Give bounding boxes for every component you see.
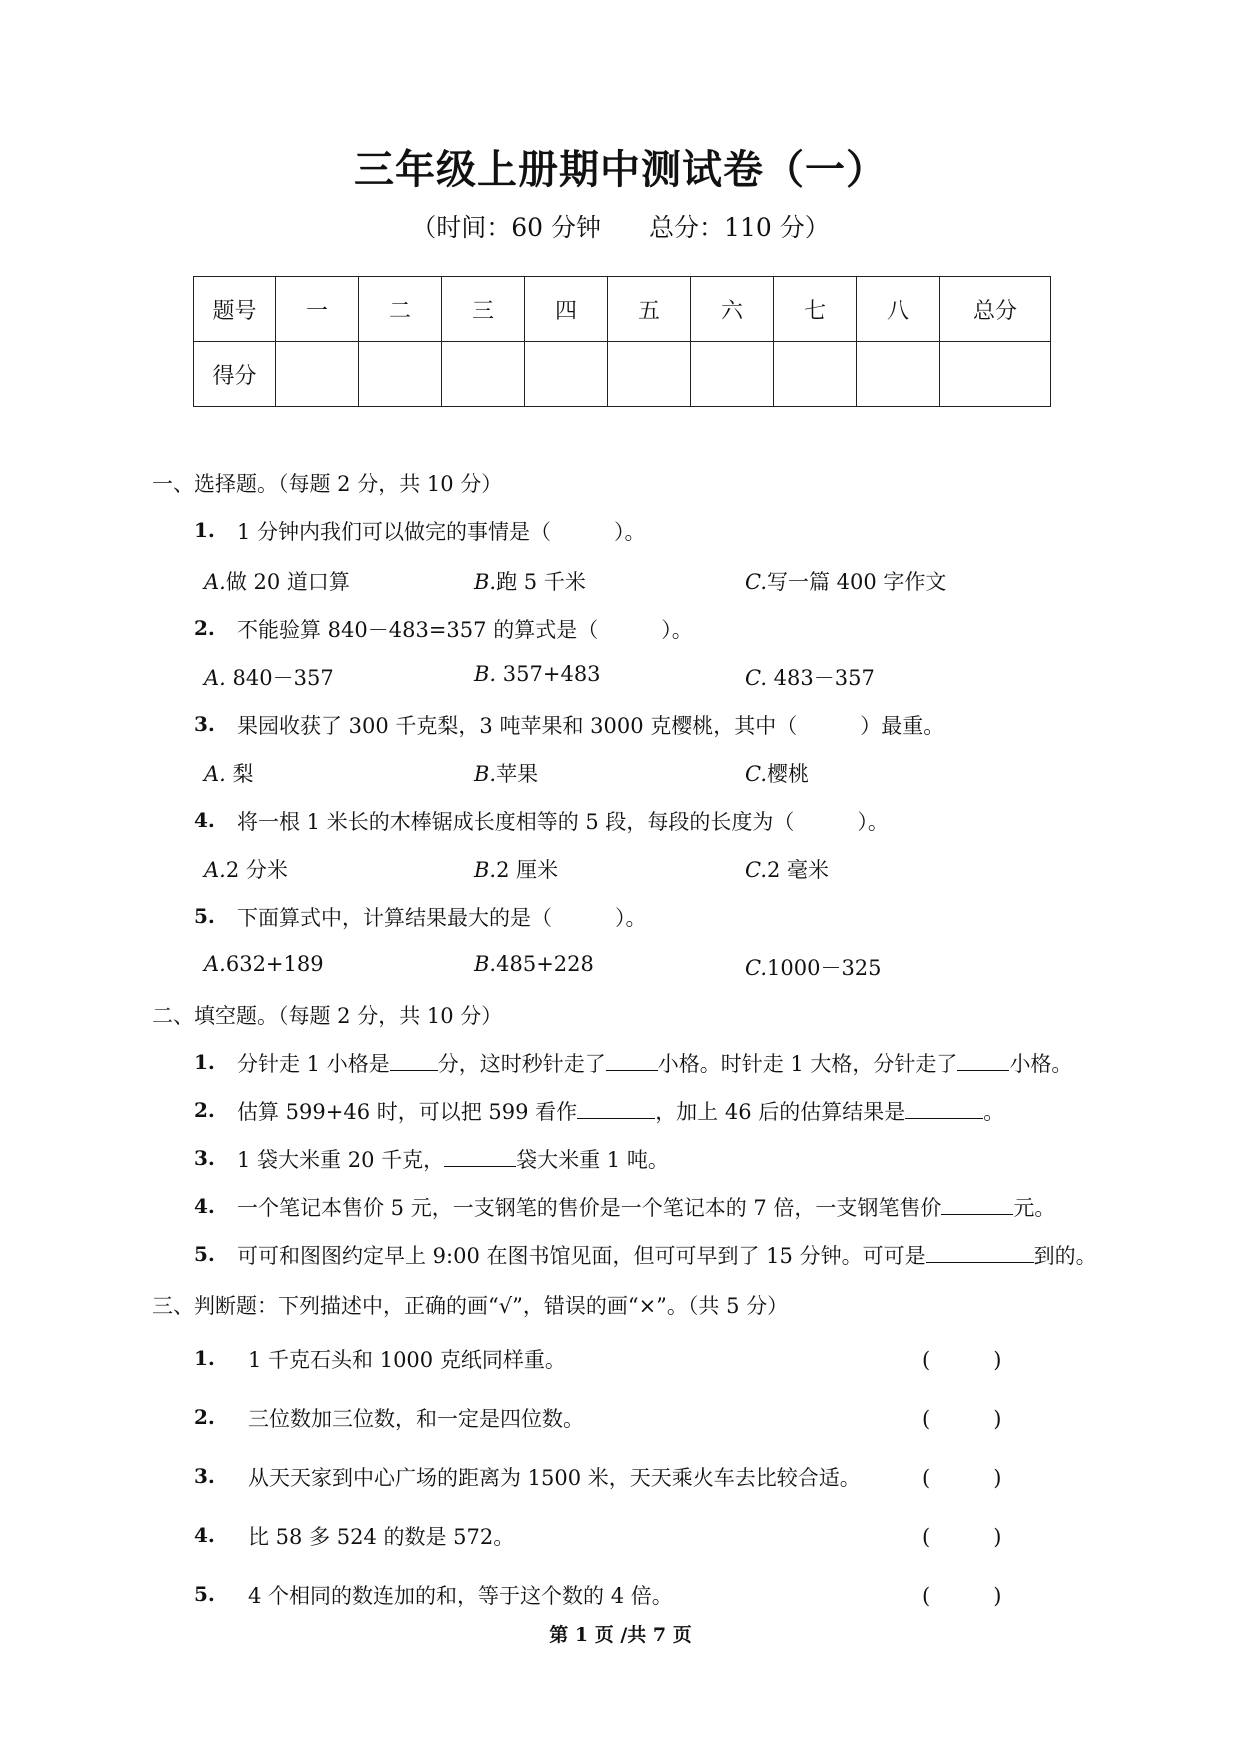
answer-parentheses[interactable]: ( )	[922, 1584, 1002, 1608]
score-cell	[525, 342, 608, 407]
answer-blank[interactable]	[926, 1244, 1034, 1263]
answer-parentheses[interactable]: ( )	[922, 1407, 1002, 1431]
option-b: B.485+228	[474, 952, 594, 976]
answer-parentheses[interactable]: ( )	[922, 1466, 1002, 1490]
option-a: A.做 20 道口算	[204, 570, 350, 594]
answer-blank[interactable]	[606, 1052, 658, 1071]
question-text: 从天天家到中心广场的距离为 1500 米，天天乘火车去比较合适。	[248, 1466, 861, 1490]
header-cell: 四	[525, 277, 608, 342]
question-text: 一个笔记本售价 5 元，一支钢笔的售价是一个笔记本的 7 倍，一支钢笔售价 元。	[237, 1196, 1056, 1220]
question-number: 4.	[194, 1194, 215, 1218]
header-cell: 八	[857, 277, 940, 342]
option-c: C.写一篇 400 字作文	[745, 570, 947, 594]
section1-heading: 一、选择题。（每题 2 分，共 10 分）	[152, 472, 503, 496]
question-text: 1 袋大米重 20 千克， 袋大米重 1 吨。	[237, 1148, 669, 1172]
question-number: 4.	[194, 808, 215, 832]
option-c: C.2 毫米	[745, 858, 830, 882]
answer-blank[interactable]	[905, 1100, 983, 1119]
question-number: 4.	[194, 1523, 215, 1547]
question-text: 将一根 1 米长的木棒锯成长度相等的 5 段，每段的长度为（ ）。	[237, 810, 889, 834]
page-footer: 第 1 页 /共 7 页	[549, 1624, 692, 1646]
score-table-header-row	[194, 277, 1051, 342]
option-b: B.苹果	[474, 762, 539, 786]
header-cell: 三	[442, 277, 525, 342]
question-text: 估算 599+46 时，可以把 599 看作 ，加上 46 后的估算结果是 。	[237, 1100, 1005, 1124]
score-cell	[691, 342, 774, 407]
question-number: 5.	[194, 1582, 215, 1606]
score-cell	[857, 342, 940, 407]
question-text: 分针走 1 小格是 分，这时秒针走了 小格。时针走 1 大格，分针走了 小格。	[237, 1052, 1073, 1076]
question-number: 3.	[194, 1146, 215, 1170]
header-cell: 一	[276, 277, 359, 342]
option-c: C.1000－325	[745, 956, 882, 980]
question-text: 1 千克石头和 1000 克纸同样重。	[248, 1348, 566, 1372]
question-number: 1.	[194, 1346, 215, 1370]
header-cell: 七	[774, 277, 857, 342]
question-text: 4 个相同的数连加的和，等于这个数的 4 倍。	[248, 1584, 673, 1608]
score-table-score-row	[194, 342, 1051, 407]
section3-heading: 三、判断题：下列描述中，正确的画“√”，错误的画“×”。（共 5 分）	[152, 1294, 789, 1318]
header-cell: 总分	[940, 277, 1051, 342]
page-title: 三年级上册期中测试卷（一）	[354, 147, 887, 193]
question-text: 可可和图图约定早上 9:00 在图书馆见面，但可可早到了 15 分钟。可可是 到的。	[237, 1244, 1097, 1268]
score-cell	[940, 342, 1051, 407]
option-a: A. 梨	[204, 762, 254, 786]
answer-blank[interactable]	[577, 1100, 655, 1119]
question-number: 2.	[194, 1098, 215, 1122]
question-number: 2.	[194, 1405, 215, 1429]
answer-blank[interactable]	[444, 1148, 516, 1167]
question-text: 下面算式中，计算结果最大的是（ ）。	[237, 906, 647, 930]
answer-parentheses[interactable]: ( )	[922, 1525, 1002, 1549]
score-cell	[774, 342, 857, 407]
question-text: 比 58 多 524 的数是 572。	[248, 1525, 515, 1549]
question-number: 3.	[194, 1464, 215, 1488]
total-info: 总分：110 分）	[649, 213, 830, 242]
question-number: 3.	[194, 712, 215, 736]
answer-blank[interactable]	[390, 1052, 438, 1071]
row-label: 得分	[194, 342, 276, 407]
question-text: 不能验算 840－483=357 的算式是（ ）。	[237, 618, 693, 642]
answer-parentheses[interactable]: ( )	[922, 1348, 1002, 1372]
header-cell: 五	[608, 277, 691, 342]
question-text: 果园收获了 300 千克梨，3 吨苹果和 3000 克樱桃，其中（ ）最重。	[237, 714, 945, 738]
time-info: （时间：60 分钟	[411, 213, 602, 242]
score-table	[193, 276, 1051, 407]
option-c: C.樱桃	[745, 762, 809, 786]
score-cell	[359, 342, 442, 407]
header-cell: 题号	[194, 277, 276, 342]
exam-info	[0, 208, 1241, 244]
option-b: B.2 厘米	[474, 858, 559, 882]
option-a: A.632+189	[204, 952, 324, 976]
question-number: 5.	[194, 904, 215, 928]
option-b: B.跑 5 千米	[474, 570, 586, 594]
score-cell	[442, 342, 525, 407]
header-cell: 二	[359, 277, 442, 342]
question-number: 2.	[194, 616, 215, 640]
option-b: B. 357+483	[474, 662, 601, 686]
answer-blank[interactable]	[941, 1196, 1013, 1215]
option-a: A.2 分米	[204, 858, 288, 882]
question-text: 三位数加三位数，和一定是四位数。	[248, 1407, 584, 1431]
score-cell	[608, 342, 691, 407]
option-c: C. 483－357	[745, 666, 875, 690]
question-number: 1.	[194, 1050, 215, 1074]
option-a: A. 840－357	[204, 666, 334, 690]
question-number: 5.	[194, 1242, 215, 1266]
section2-heading: 二、填空题。（每题 2 分，共 10 分）	[152, 1004, 503, 1028]
header-cell: 六	[691, 277, 774, 342]
answer-blank[interactable]	[957, 1052, 1009, 1071]
score-cell	[276, 342, 359, 407]
question-text: 1 分钟内我们可以做完的事情是（ ）。	[237, 520, 646, 544]
question-number: 1.	[194, 518, 215, 542]
